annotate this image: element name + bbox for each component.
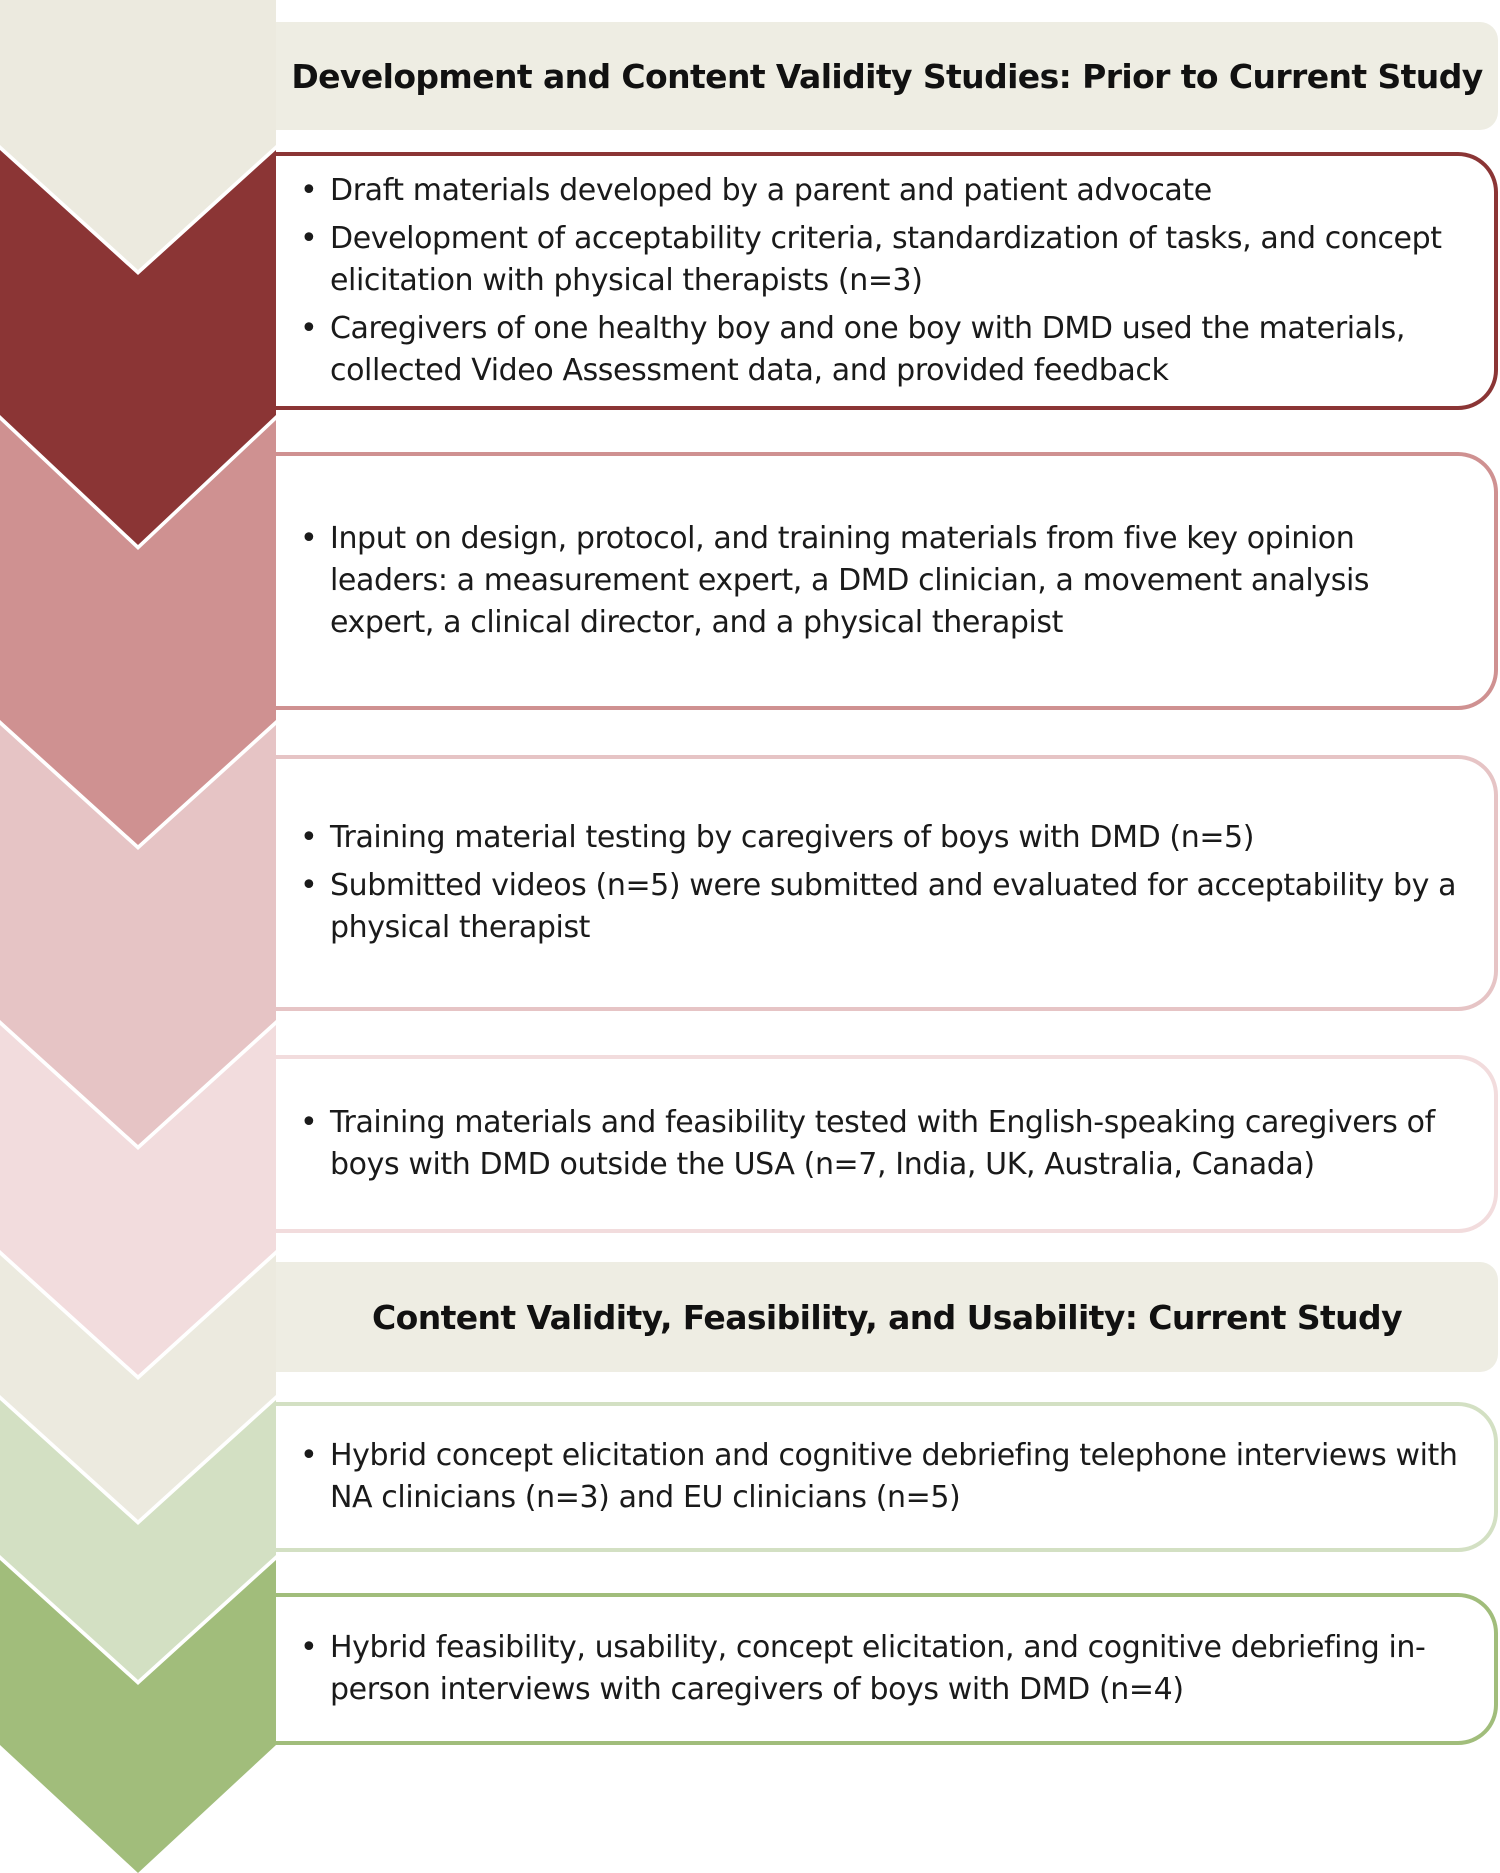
bullet-item: • Training material testing by caregivers of boys with DMD (n=5) bbox=[300, 817, 1476, 859]
step-panel-6 bbox=[276, 1593, 1498, 1745]
bullet-item: • Hybrid feasibility, usability, concept elicitation, and cognitive debriefing in-person interviews with caregivers of boys with DMD (n=4) bbox=[300, 1627, 1476, 1711]
bullet-item: • Draft materials developed by a parent and patient advocate bbox=[300, 170, 1476, 212]
step-panel-2 bbox=[276, 452, 1498, 710]
step-panel-4 bbox=[276, 1055, 1498, 1233]
step-panel-1 bbox=[276, 152, 1498, 410]
header-panel-prior bbox=[276, 22, 1498, 130]
bullet-item: • Training materials and feasibility tested with English-speaking caregivers of boys with DMD outside the USA (n=7, India, UK, Australia, Canada) bbox=[300, 1102, 1476, 1186]
bullet-item: • Submitted videos (n=5) were submitted and evaluated for acceptability by a physical therapist bbox=[300, 865, 1476, 949]
bullet-item: • Caregivers of one healthy boy and one boy with DMD used the materials, collected Video Assessment data, and provided feedback bbox=[300, 308, 1476, 392]
header-title-current: Content Validity, Feasibility, and Usability: Current Study bbox=[372, 1297, 1402, 1337]
header-title-prior: Development and Content Validity Studies: Prior to Current Study bbox=[291, 56, 1483, 96]
bullet-item: • Input on design, protocol, and training materials from five key opinion leaders: a measurement expert, a DMD clinician, a movement analysis expert, a clinical director, and a physical therapist bbox=[300, 518, 1476, 644]
bullet-item: • Development of acceptability criteria, standardization of tasks, and concept elicitation with physical therapists (n=3) bbox=[300, 218, 1476, 302]
step-panel-3 bbox=[276, 755, 1498, 1011]
header-panel-current bbox=[276, 1262, 1498, 1372]
step-panel-5 bbox=[276, 1402, 1498, 1552]
bullet-item: • Hybrid concept elicitation and cognitive debriefing telephone interviews with NA clinicians (n=3) and EU clinicians (n=5) bbox=[300, 1435, 1476, 1519]
